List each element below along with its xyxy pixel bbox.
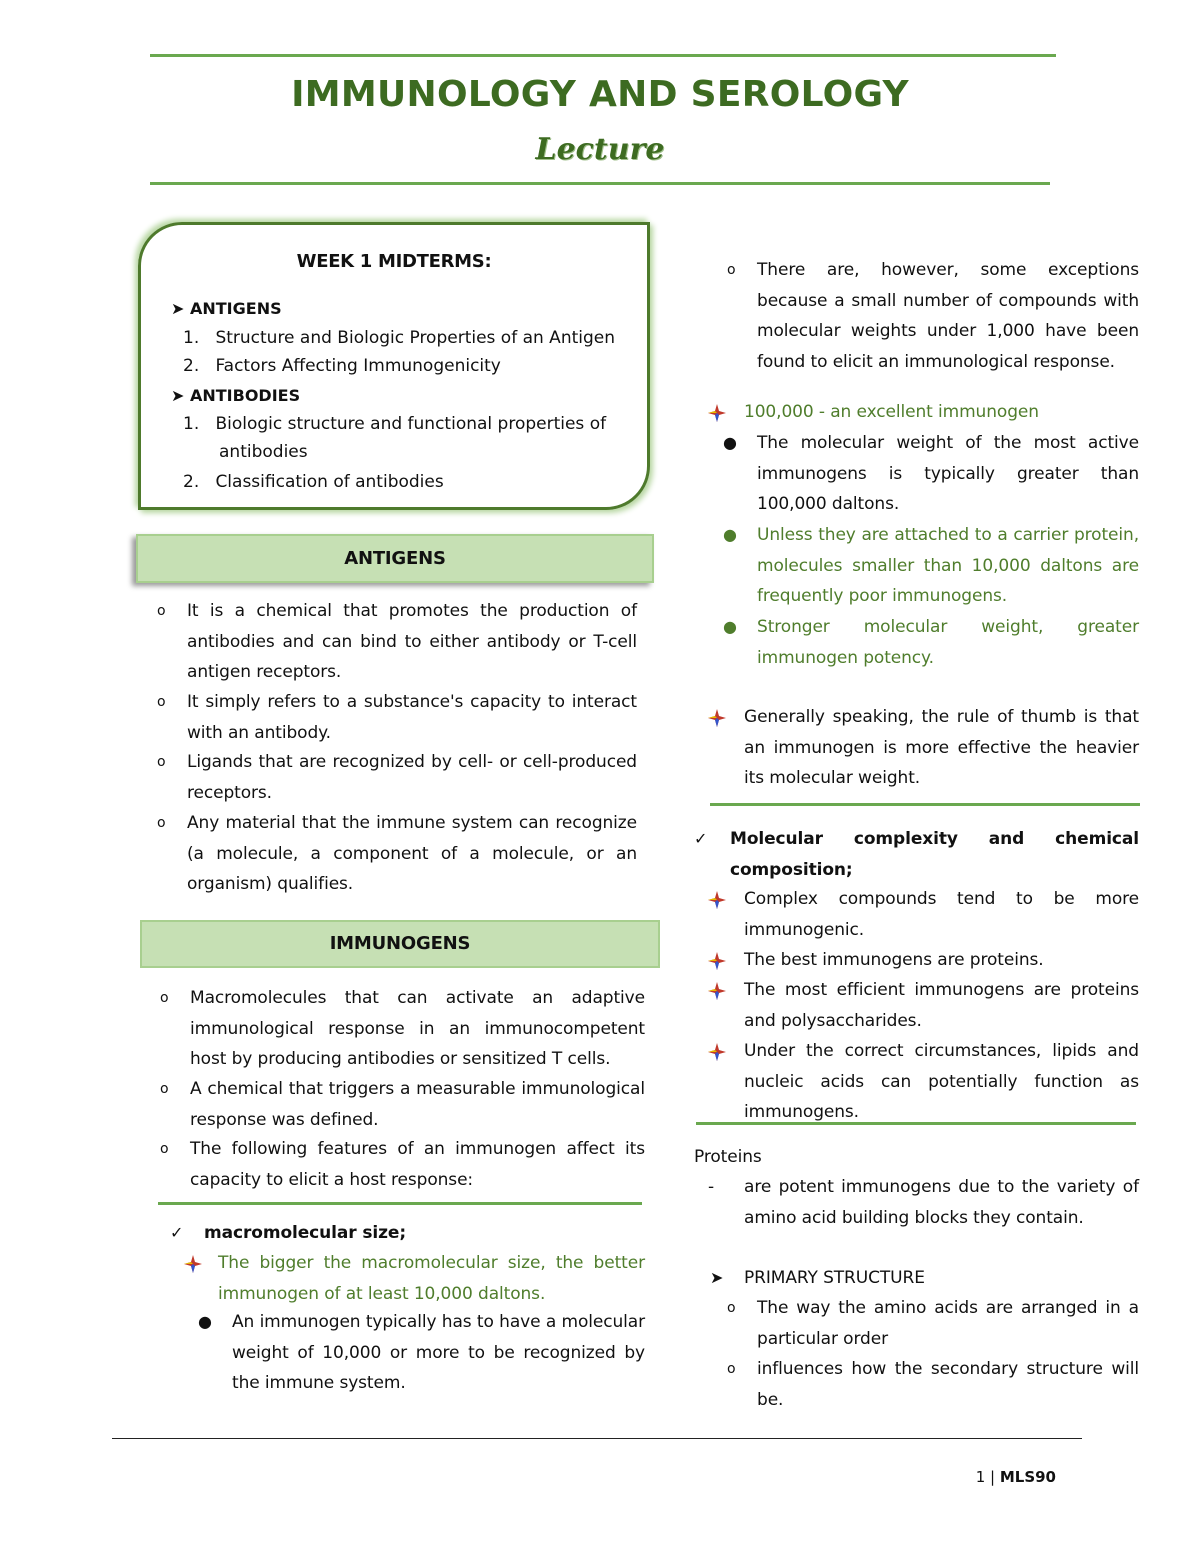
circle-bullet-icon: o	[157, 754, 166, 770]
section-divider	[696, 1122, 1136, 1125]
primary-structure-point: o influences how the secondary structure will be.	[757, 1354, 1139, 1415]
complexity-point: The best immunogens are proteins.	[744, 945, 1139, 976]
antigen-point: o Ligands that are recognized by cell- or cell-produced receptors.	[187, 747, 637, 808]
checkmark-icon: ✓	[170, 1223, 184, 1242]
proteins-description: - are potent immunogens due to the variety of amino acid building blocks they contain.	[744, 1172, 1139, 1233]
circle-bullet-icon: o	[160, 990, 169, 1006]
antigens-banner: ANTIGENS	[136, 534, 654, 583]
toc-item: 1. Structure and Biologic Properties of an Antigen	[183, 328, 616, 348]
toc-item: 2. Classification of antibodies	[183, 472, 444, 492]
round-bullet-icon: ●	[198, 1312, 212, 1331]
four-point-star-bullet-icon	[708, 404, 726, 422]
checkmark-icon: ✓	[694, 829, 708, 848]
arrow-bullet-icon: ➤	[171, 299, 190, 318]
circle-bullet-icon: o	[160, 1141, 169, 1157]
immunogen-point: o The following features of an immunogen affect its capacity to elicit a host response:	[190, 1134, 645, 1195]
arrow-bullet-icon: ➤	[710, 1268, 724, 1287]
four-point-star-bullet-icon	[708, 952, 726, 970]
circle-bullet-icon: o	[157, 815, 166, 831]
toc-item: 1. Biologic structure and functional properties of	[183, 414, 607, 434]
four-point-star-bullet-icon	[708, 982, 726, 1000]
circle-bullet-icon: o	[727, 262, 736, 278]
page-footer: 1 | MLS90	[975, 1468, 1056, 1486]
molecular-complexity-heading: ✓ Molecular complexity and chemical composition;	[730, 824, 1139, 885]
circle-bullet-icon: o	[160, 1081, 169, 1097]
antigen-point: o Any material that the immune system can recognize (a molecule, a component of a molecule, or an organism) qualifies.	[187, 808, 637, 900]
excellent-subpoint: ● The molecular weight of the most active immunogens is typically greater than 100,000 daltons.	[757, 428, 1139, 520]
primary-structure-heading: ➤ PRIMARY STRUCTURE	[744, 1263, 1139, 1294]
immunogen-point: o A chemical that triggers a measurable immunological response was defined.	[190, 1074, 645, 1135]
footer-rule	[112, 1438, 1082, 1439]
circle-bullet-icon: o	[157, 694, 166, 710]
round-bullet-icon: ●	[723, 525, 737, 544]
course-code: MLS90	[999, 1468, 1056, 1486]
complexity-point: Complex compounds tend to be more immunogenic.	[744, 884, 1139, 945]
four-point-star-bullet-icon	[708, 709, 726, 727]
section-divider	[710, 803, 1140, 806]
molecular-weight-subpoint: ● An immunogen typically has to have a molecular weight of 10,000 or more to be recognized by the immune system.	[232, 1307, 645, 1399]
toc-item-continued: antibodies	[219, 442, 308, 462]
macromolecular-size-heading: ✓ macromolecular size;	[204, 1218, 624, 1249]
document-title: IMMUNOLOGY AND SEROLOGY	[291, 74, 909, 115]
dash-bullet-icon: -	[708, 1177, 715, 1197]
header-bottom-rule	[150, 182, 1050, 185]
antigen-point: o It simply refers to a substance's capacity to interact with an antibody.	[187, 687, 637, 748]
proteins-heading: Proteins	[694, 1147, 762, 1167]
four-point-star-bullet-icon	[708, 1043, 726, 1061]
excellent-immunogen-heading: 100,000 - an excellent immunogen	[744, 397, 1139, 428]
complexity-point: Under the correct circumstances, lipids and nucleic acids can potentially function as immunogens.	[744, 1036, 1139, 1128]
toc-item: 2. Factors Affecting Immunogenicity	[183, 356, 501, 376]
page-number: 1	[975, 1468, 986, 1486]
header-top-rule	[150, 54, 1056, 57]
week-contents-box	[138, 222, 650, 510]
immunogens-banner: IMMUNOGENS	[140, 920, 660, 968]
macromolecular-size-point: The bigger the macromolecular size, the better immunogen of at least 10,000 daltons.	[218, 1248, 645, 1309]
circle-bullet-icon: o	[727, 1361, 736, 1377]
excellent-subpoint: ● Unless they are attached to a carrier protein, molecules smaller than 10,000 daltons are frequently poor immunogens.	[757, 520, 1139, 612]
circle-bullet-icon: o	[157, 603, 166, 619]
document-subtitle: Lecture	[535, 132, 665, 167]
four-point-star-bullet-icon	[184, 1255, 202, 1273]
section-divider	[158, 1202, 642, 1205]
round-bullet-icon: ●	[723, 433, 737, 452]
excellent-subpoint: ● Stronger molecular weight, greater immunogen potency.	[757, 612, 1139, 673]
antigen-point: o It is a chemical that promotes the production of antibodies and can bind to either antibody or T-cell antigen receptors.	[187, 596, 637, 688]
rule-of-thumb-point: Generally speaking, the rule of thumb is that an immunogen is more effective the heavier its molecular weight.	[744, 702, 1139, 794]
exception-point: o There are, however, some exceptions because a small number of compounds with molecular weights under 1,000 have been found to elicit an immunological response.	[757, 255, 1139, 377]
complexity-point: The most efficient immunogens are proteins and polysaccharides.	[744, 975, 1139, 1036]
immunogen-point: o Macromolecules that can activate an adaptive immunological response in an immunocompetent host by producing antibodies or sensitized T cells.	[190, 983, 645, 1075]
toc-heading-antigens: ➤ ANTIGENS	[171, 299, 282, 318]
toc-heading-antibodies: ➤ ANTIBODIES	[171, 386, 301, 405]
four-point-star-bullet-icon	[708, 891, 726, 909]
circle-bullet-icon: o	[727, 1300, 736, 1316]
toc-title: WEEK 1 MIDTERMS:	[296, 251, 492, 272]
round-bullet-icon: ●	[723, 617, 737, 636]
arrow-bullet-icon: ➤	[171, 386, 190, 405]
primary-structure-point: o The way the amino acids are arranged in a particular order	[757, 1293, 1139, 1354]
